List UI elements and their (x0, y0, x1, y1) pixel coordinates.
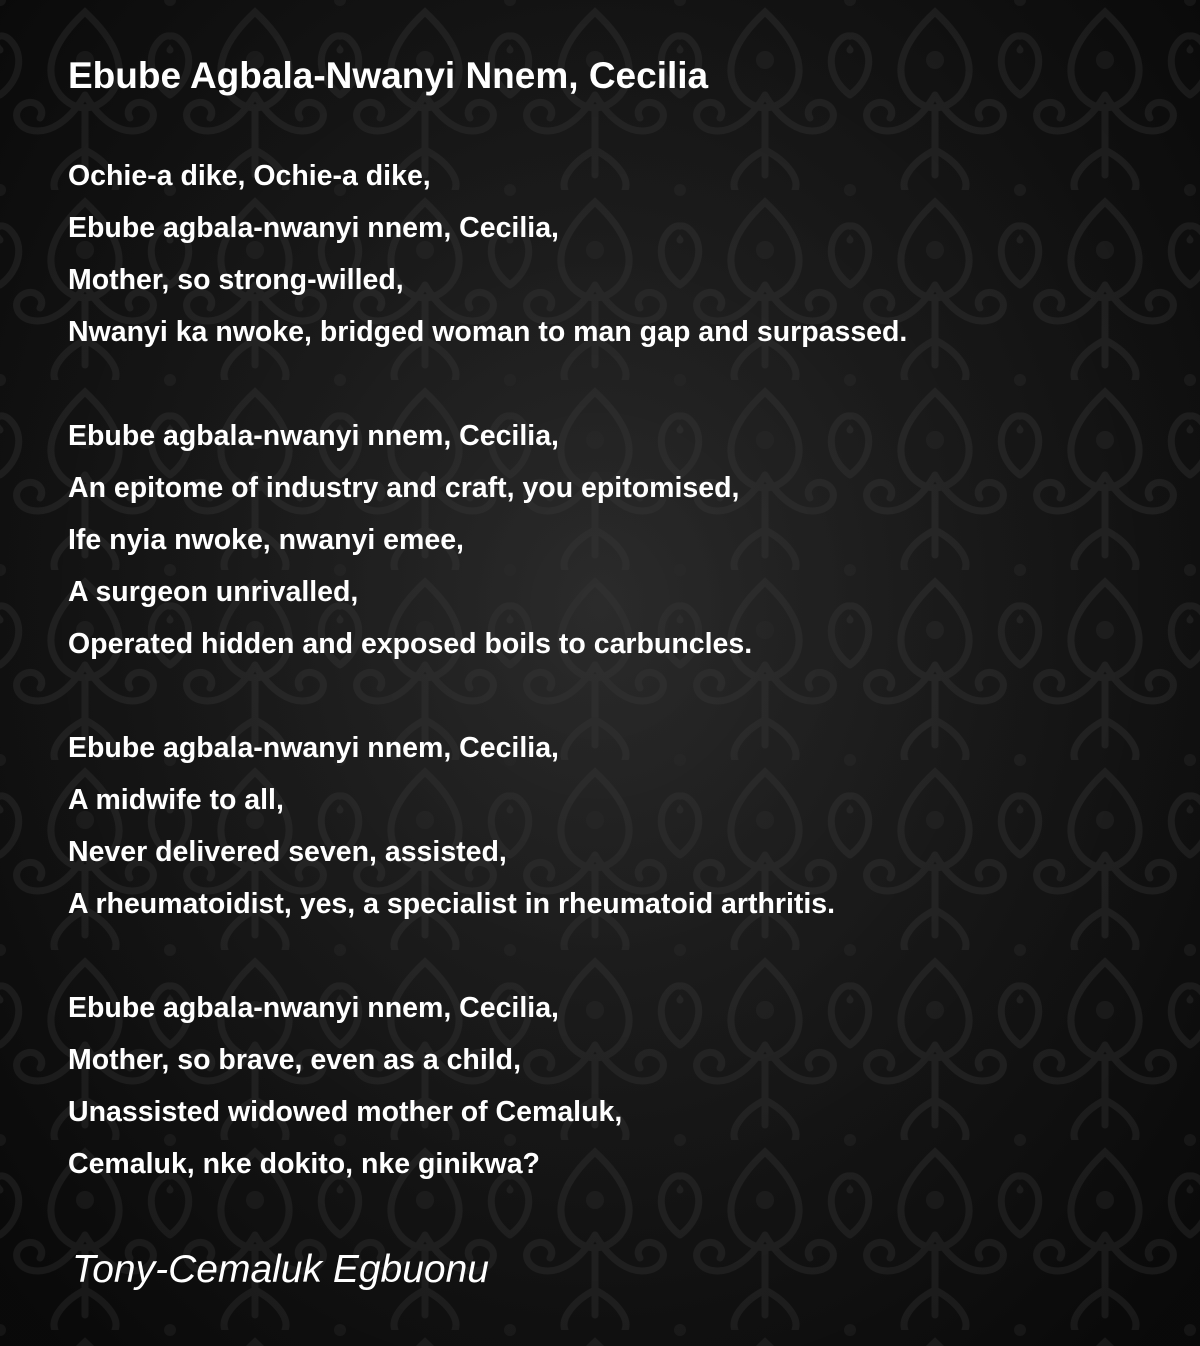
poem-line: A midwife to all, (68, 784, 284, 816)
poem-line: Ochie-a dike, Ochie-a dike, (68, 160, 431, 192)
poem-line: A surgeon unrivalled, (68, 576, 359, 608)
poem-line: Mother, so strong-willed, (68, 264, 404, 296)
poem-line: Unassisted widowed mother of Cemaluk, (68, 1096, 623, 1128)
poem-line: A rheumatoidist, yes, a specialist in rheumatoid arthritis. (68, 888, 836, 920)
poem-author: Tony-Cemaluk Egbuonu (72, 1248, 489, 1291)
poem-line: Nwanyi ka nwoke, bridged woman to man gap and surpassed. (68, 316, 908, 348)
poem-line: Ebube agbala-nwanyi nnem, Cecilia, (68, 420, 559, 452)
poem-line: Ebube agbala-nwanyi nnem, Cecilia, (68, 732, 559, 764)
stanza-2 (68, 410, 1168, 670)
stanza-4 (68, 982, 1168, 1190)
poem-line: Ife nyia nwoke, nwanyi emee, (68, 524, 464, 556)
stanza-1 (68, 150, 1168, 358)
stanza-3 (68, 722, 1168, 930)
poem-line: Cemaluk, nke dokito, nke ginikwa? (68, 1148, 540, 1180)
poem-body (68, 150, 1168, 1190)
poem-line: Ebube agbala-nwanyi nnem, Cecilia, (68, 992, 559, 1024)
poem-title: Ebube Agbala-Nwanyi Nnem, Cecilia (68, 55, 709, 96)
poem-line: Operated hidden and exposed boils to carbuncles. (68, 628, 753, 660)
poem-line: Never delivered seven, assisted, (68, 836, 507, 868)
poem-line: Ebube agbala-nwanyi nnem, Cecilia, (68, 212, 559, 244)
poem-line: An epitome of industry and craft, you epitomised, (68, 472, 740, 504)
poem-line: Mother, so brave, even as a child, (68, 1044, 522, 1076)
